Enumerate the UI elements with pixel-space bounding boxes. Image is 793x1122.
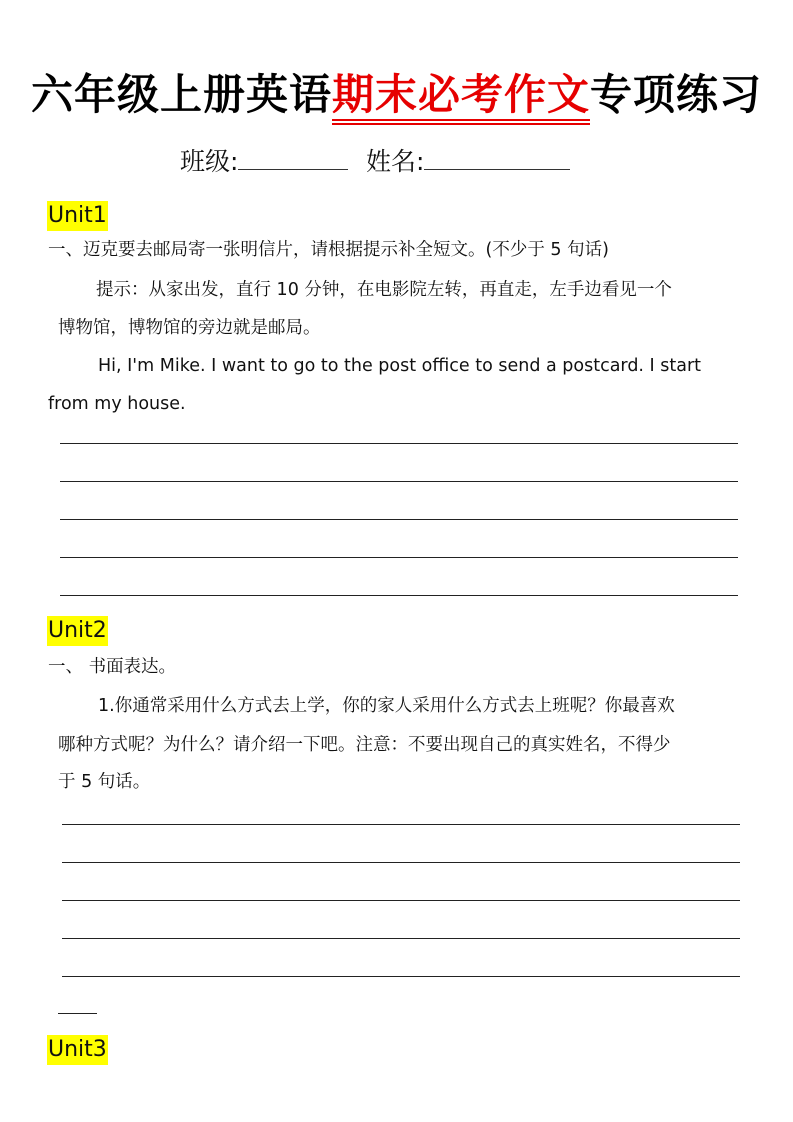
unit1-question: 一、迈克要去邮局寄一张明信片，请根据提示补全短文。(不少于 5 句话) bbox=[48, 240, 609, 260]
page-title bbox=[0, 62, 793, 122]
title-highlight: 期末必考作文 bbox=[332, 70, 590, 125]
answer-line[interactable] bbox=[62, 938, 740, 939]
unit3-heading: Unit3 bbox=[47, 1035, 108, 1065]
unit2-prompt-1: 1.你通常采用什么方式去上学，你的家人采用什么方式去上班呢？你最喜欢 bbox=[98, 696, 675, 716]
unit1-heading: Unit1 bbox=[47, 201, 108, 231]
name-blank[interactable] bbox=[424, 168, 570, 170]
unit1-start-1: Hi, I'm Mike. I want to go to the post office to send a postcard. I start bbox=[98, 356, 702, 376]
unit2-question: 一、 书面表达。 bbox=[48, 657, 177, 677]
name-field bbox=[366, 142, 570, 178]
answer-line[interactable] bbox=[60, 595, 738, 596]
answer-line[interactable] bbox=[60, 557, 738, 558]
unit2-heading: Unit2 bbox=[47, 616, 108, 646]
class-label: 班级: bbox=[180, 147, 239, 176]
unit1-hint-2: 博物馆，博物馆的旁边就是邮局。 bbox=[58, 318, 321, 338]
answer-line[interactable] bbox=[62, 900, 740, 901]
unit2-prompt-3: 于 5 句话。 bbox=[58, 772, 151, 792]
answer-line[interactable] bbox=[60, 481, 738, 482]
answer-line-short[interactable] bbox=[58, 1013, 97, 1014]
class-field bbox=[180, 142, 348, 178]
answer-line[interactable] bbox=[62, 862, 740, 863]
unit1-hint-1: 提示：从家出发，直行 10 分钟，在电影院左转，再直走，左手边看见一个 bbox=[96, 280, 672, 300]
answer-line[interactable] bbox=[62, 824, 740, 825]
answer-line[interactable] bbox=[60, 519, 738, 520]
name-label: 姓名: bbox=[366, 147, 425, 176]
class-blank[interactable] bbox=[238, 168, 348, 170]
answer-line[interactable] bbox=[62, 976, 740, 977]
title-suffix: 专项练习 bbox=[590, 70, 763, 119]
answer-line[interactable] bbox=[60, 443, 738, 444]
title-prefix: 六年级上册英语 bbox=[30, 70, 332, 119]
unit1-start-2: from my house. bbox=[48, 394, 186, 414]
unit2-prompt-2: 哪种方式呢？为什么？请介绍一下吧。注意：不要出现自己的真实姓名，不得少 bbox=[58, 735, 671, 755]
